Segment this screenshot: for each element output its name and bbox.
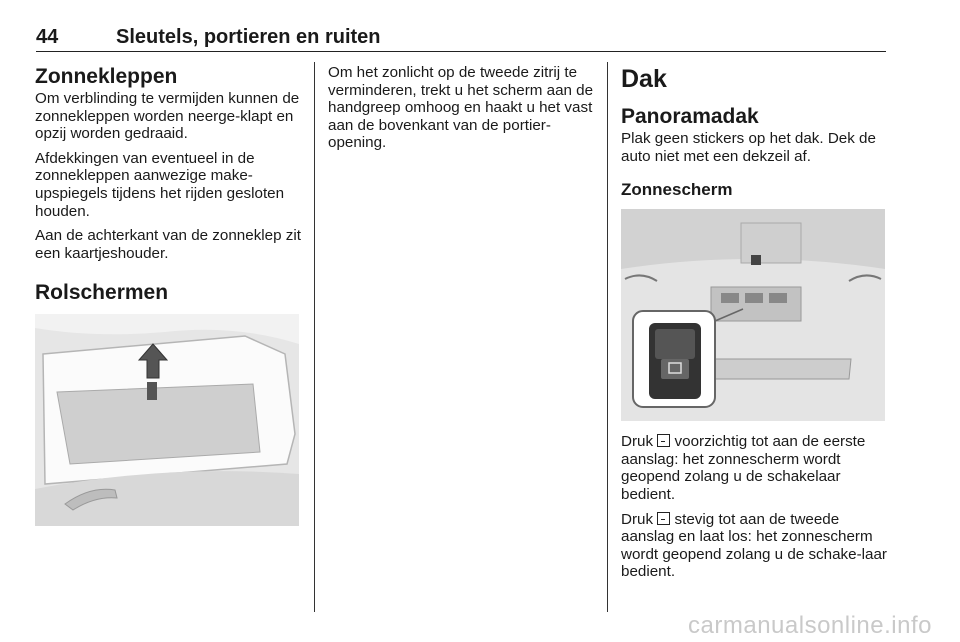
paragraph: Plak geen stickers op het dak. Dek de auto niet met een dekzeil af. (621, 130, 876, 165)
column-middle (328, 64, 594, 159)
column-right (621, 64, 887, 588)
page-number: 44 (36, 26, 59, 48)
paragraph: Om verblinding te vermijden kunnen de zonnekleppen worden neerge-klapt en opzij worden gedraaid. (35, 90, 300, 143)
paragraph: Aan de achterkant van de zonneklep zit een kaartjeshouder. (35, 227, 301, 262)
column-divider-1 (314, 62, 315, 612)
section-heading-roller-blinds: Rolschermen (35, 281, 169, 305)
paragraph: Druk stevig tot aan de tweede aanslag en laat los: het zonnescherm wordt geopend zolang u de schake-laar bedient. (621, 510, 887, 581)
section-heading-roof: Dak (621, 65, 667, 93)
subsection-heading-sunshade: Zonnescherm (621, 180, 733, 200)
page-header (36, 22, 886, 52)
roller-blind-illustration (35, 314, 299, 526)
sunshade-switch-icon (657, 434, 670, 447)
sunshade-switch-illustration (621, 209, 885, 421)
column-divider-2 (607, 62, 608, 612)
paragraph: Druk voorzichtig tot aan de eerste aanslag: het zonnescherm wordt geopend zolang u de schakelaar bedient. (621, 433, 866, 503)
subsection-heading-panoramic-roof: Panoramadak (621, 105, 759, 128)
chapter-title: Sleutels, portieren en ruiten (116, 26, 381, 48)
paragraph: Om het zonlicht op de tweede zitrij te verminderen, trekt u het scherm aan de handgreep omhoog en haakt u het vast aan de bovenkant van de portier-opening. (328, 64, 594, 152)
column-left (35, 64, 301, 526)
paragraph: Afdekkingen van eventueel in de zonnekleppen aanwezige make-upspiegels tijdens het rijden gesloten houden. (35, 149, 285, 220)
watermark: carmanualsonline.info (688, 612, 932, 639)
section-heading-sun-visors: Zonnekleppen (35, 65, 178, 88)
sunshade-switch-icon (657, 512, 670, 525)
